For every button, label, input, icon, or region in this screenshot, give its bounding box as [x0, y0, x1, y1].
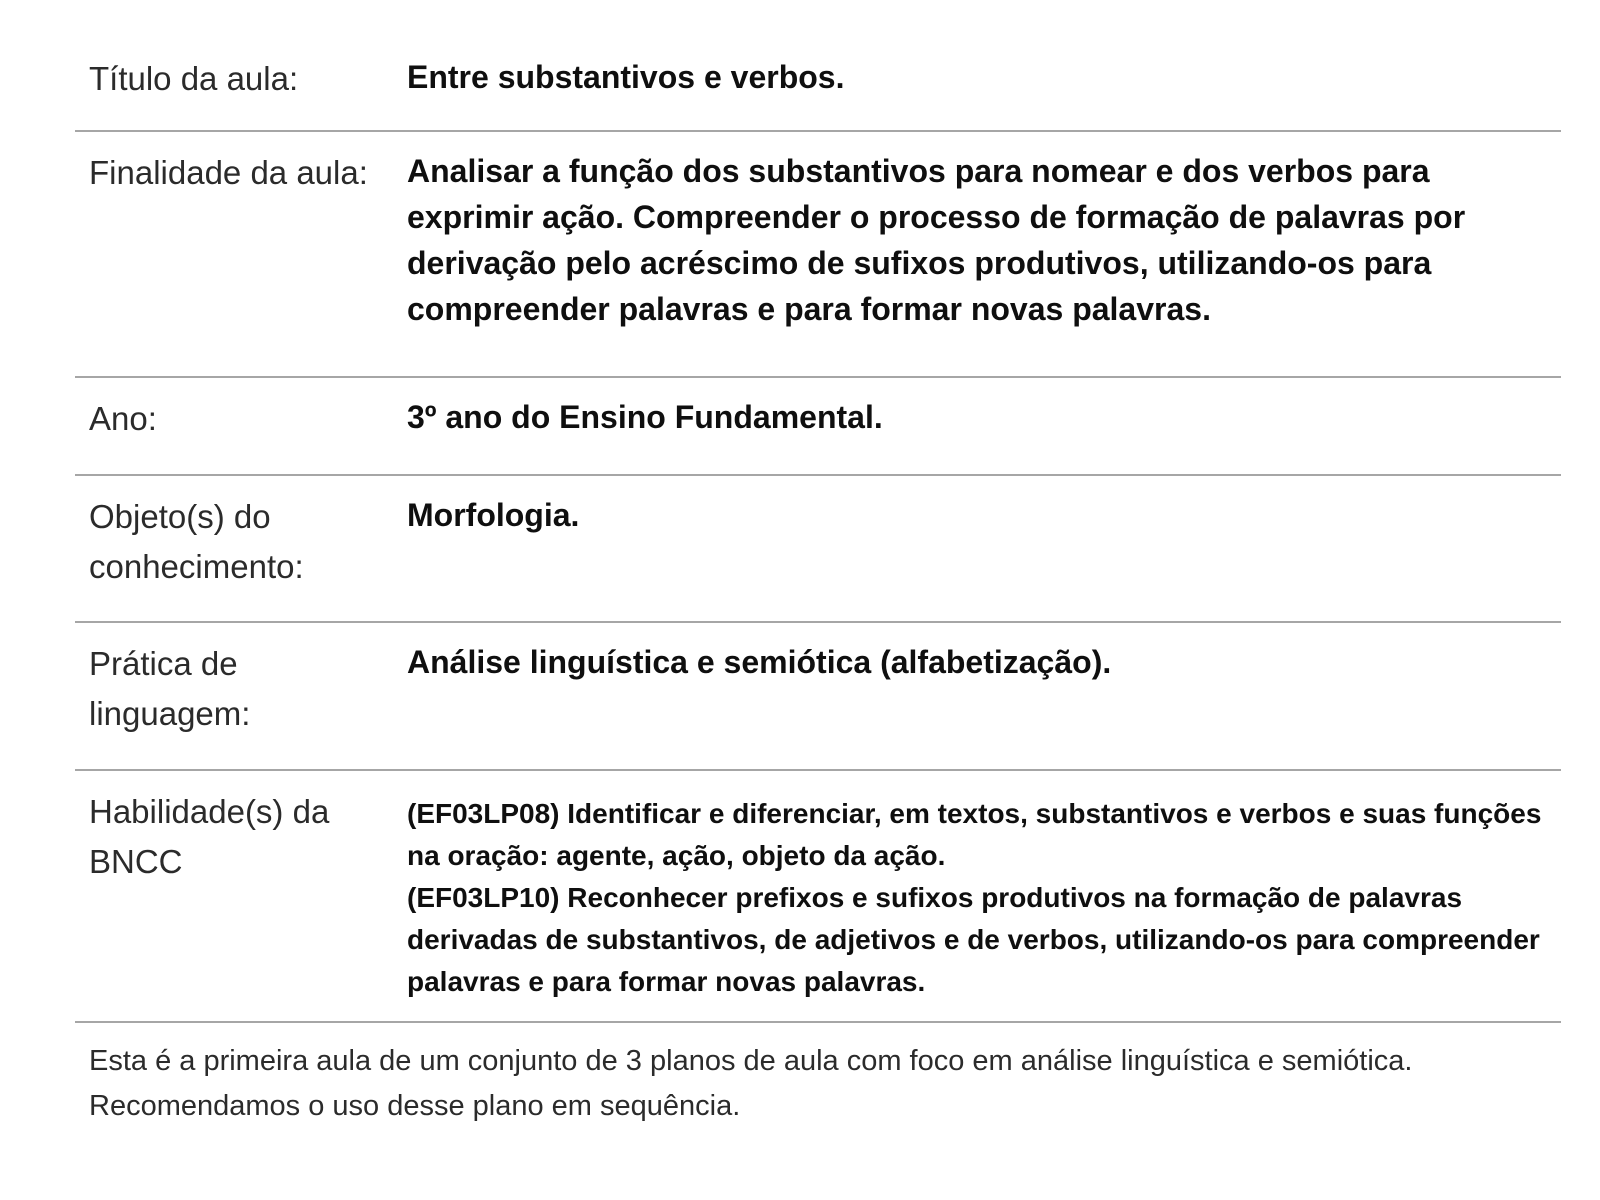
- row-value-titulo: Entre substantivos e verbos.: [407, 59, 845, 95]
- row-value-pratica: Análise linguística e semiótica (alfabetização).: [407, 644, 1112, 680]
- row-value-objeto: Morfologia.: [407, 497, 580, 533]
- row-value-finalidade: Analisar a função dos substantivos para nomear e dos verbos para exprimir ação. Compreender o processo de formação de palavras por derivação pelo acréscimo de sufixos produtivos, utilizando-os para compreender palavras e para formar novas palavras.: [407, 153, 1466, 327]
- row-label-ano: Ano:: [89, 400, 157, 437]
- bncc-skill-ef03lp08: (EF03LP08) Identificar e diferenciar, em textos, substantivos e verbos e suas funções na oração: agente, ação, objeto da ação.: [407, 798, 1542, 871]
- sequence-note: Esta é a primeira aula de um conjunto de 3 planos de aula com foco em análise linguística e semiótica. Recomendamos o uso desse plano em sequência.: [89, 1045, 1413, 1122]
- row-label-bncc: Habilidade(s) da BNCC: [89, 793, 330, 880]
- table-row: [75, 621, 1561, 769]
- footer-note-section: [75, 1021, 1561, 1129]
- row-label-objeto: Objeto(s) do conhecimento:: [89, 498, 304, 585]
- table-row: [75, 769, 1561, 1021]
- lesson-plan-table: [75, 0, 1561, 1129]
- row-value-bncc: [407, 787, 1561, 1003]
- row-label-pratica: Prática de linguagem:: [89, 645, 251, 732]
- table-row: [75, 130, 1561, 376]
- table-row: [75, 376, 1561, 474]
- table-row: [75, 38, 1561, 130]
- bncc-skill-ef03lp10: (EF03LP10) Reconhecer prefixos e sufixos produtivos na formação de palavras derivadas de substantivos, de adjetivos e de verbos, utilizando-os para compreender palavras e para formar novas palavras.: [407, 882, 1540, 997]
- row-label-finalidade: Finalidade da aula:: [89, 154, 368, 191]
- row-value-ano: 3º ano do Ensino Fundamental.: [407, 399, 883, 435]
- row-label-titulo: Título da aula:: [89, 60, 299, 97]
- table-row: [75, 474, 1561, 621]
